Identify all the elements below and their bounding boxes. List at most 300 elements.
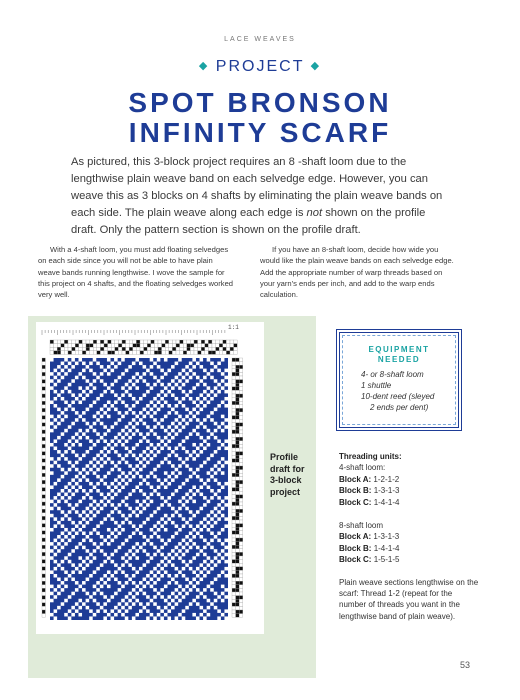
weave-cell	[111, 461, 115, 465]
treadling-cell	[236, 365, 240, 369]
weave-cell	[118, 546, 122, 550]
weave-cell	[217, 609, 221, 613]
threading-cell	[216, 351, 220, 355]
weave-cell	[75, 376, 79, 380]
threading-cell	[230, 344, 234, 348]
weave-cell	[75, 567, 79, 571]
treadling-cell	[236, 502, 240, 506]
threading-cell	[187, 347, 191, 351]
weave-cell	[68, 468, 72, 472]
threading-cell	[111, 340, 115, 344]
treadling-cell	[239, 426, 243, 430]
weave-cell	[114, 521, 118, 525]
weave-cell	[121, 358, 125, 362]
treadling-cell	[239, 383, 243, 387]
weave-cell	[171, 549, 175, 553]
weave-cell	[121, 528, 125, 532]
edge-cell	[42, 477, 45, 481]
weave-cell	[125, 539, 129, 543]
weave-cell	[114, 570, 118, 574]
weave-cell	[143, 436, 147, 440]
weave-cell	[175, 489, 179, 493]
weave-cell	[175, 524, 179, 528]
weave-cell	[50, 379, 54, 383]
weave-cell	[182, 524, 186, 528]
weave-cell	[78, 358, 82, 362]
weave-cell	[139, 411, 143, 415]
weave-cell	[207, 599, 211, 603]
treadling-cell	[236, 506, 240, 510]
weave-cell	[50, 599, 54, 603]
weave-cell	[135, 570, 139, 574]
weave-cell	[146, 503, 150, 507]
weave-cell	[210, 602, 214, 606]
threading-cell	[90, 351, 94, 355]
weave-cell	[207, 485, 211, 489]
threading-cell	[201, 340, 205, 344]
treadling-cell	[236, 513, 240, 517]
weave-cell	[128, 592, 132, 596]
weave-cell	[135, 358, 139, 362]
treadling-cell	[236, 466, 240, 470]
threading-cell	[57, 351, 61, 355]
weave-cell	[107, 535, 111, 539]
block-row	[339, 474, 479, 485]
edge-cell	[42, 488, 45, 492]
weave-cell	[75, 489, 79, 493]
threading-cell	[64, 351, 68, 355]
weave-cell	[171, 563, 175, 567]
treadling-cell	[239, 592, 243, 596]
weave-cell	[93, 507, 97, 511]
weave-cell	[207, 556, 211, 560]
weave-cell	[221, 464, 225, 468]
weave-cell	[107, 528, 111, 532]
treadling-cell	[239, 380, 243, 384]
weave-cell	[207, 478, 211, 482]
weave-cell	[96, 411, 100, 415]
weave-cell	[61, 560, 65, 564]
weave-cell	[175, 383, 179, 387]
weave-cell	[132, 454, 136, 458]
weave-cell	[189, 496, 193, 500]
weave-cell	[200, 379, 204, 383]
edge-cell	[42, 549, 45, 553]
weave-cell	[54, 376, 58, 380]
weave-cell	[78, 429, 82, 433]
weave-cell	[100, 379, 104, 383]
threading-cell	[54, 351, 58, 355]
weave-cell	[135, 372, 139, 376]
threading-cell	[90, 340, 94, 344]
weave-cell	[111, 425, 115, 429]
weave-cell	[167, 616, 171, 620]
weave-cell	[50, 585, 54, 589]
weave-cell	[185, 542, 189, 546]
threading-cell	[176, 351, 180, 355]
threading-cell	[187, 344, 191, 348]
weave-cell	[217, 531, 221, 535]
weave-cell	[150, 408, 154, 412]
weave-cell	[82, 397, 86, 401]
weave-cell	[192, 599, 196, 603]
threading-cell	[104, 347, 108, 351]
weave-cell	[54, 496, 58, 500]
weave-cell	[203, 461, 207, 465]
weave-cell	[221, 500, 225, 504]
weave-cell	[89, 404, 93, 408]
treadling-cell	[239, 408, 243, 412]
weave-cell	[111, 439, 115, 443]
weave-cell	[125, 609, 129, 613]
edge-cell	[42, 372, 45, 376]
threading-cell	[50, 344, 54, 348]
threading-cell	[115, 351, 119, 355]
weave-cell	[107, 450, 111, 454]
threading-cell	[64, 340, 68, 344]
weave-cell	[103, 553, 107, 557]
weave-cell	[182, 574, 186, 578]
weave-cell	[214, 393, 218, 397]
treadling-cell	[239, 552, 243, 556]
threading-cell	[183, 351, 187, 355]
threading-cell	[158, 340, 162, 344]
weave-cell	[214, 471, 218, 475]
weave-cell	[139, 454, 143, 458]
weave-cell	[160, 404, 164, 408]
weave-cell	[68, 404, 72, 408]
weave-cell	[203, 369, 207, 373]
weave-cell	[143, 563, 147, 567]
weave-cell	[75, 362, 79, 366]
weave-cell	[210, 496, 214, 500]
weave-cell	[178, 358, 182, 362]
weave-cell	[139, 362, 143, 366]
weave-cell	[103, 454, 107, 458]
weave-cell	[182, 418, 186, 422]
weave-cell	[100, 585, 104, 589]
threading-cell	[64, 344, 68, 348]
weave-cell	[171, 464, 175, 468]
treadling-cell	[236, 588, 240, 592]
weave-cell	[221, 415, 225, 419]
weave-cell	[57, 450, 61, 454]
weave-cell	[182, 461, 186, 465]
weave-cell	[224, 418, 228, 422]
threading-cell	[108, 344, 112, 348]
treadling-cell	[239, 365, 243, 369]
weave-cell	[132, 489, 136, 493]
weave-cell	[50, 485, 54, 489]
weave-cell	[114, 393, 118, 397]
threading-cell	[100, 351, 104, 355]
treadling-cell	[239, 455, 243, 459]
weave-cell	[54, 439, 58, 443]
threading-cell	[72, 351, 76, 355]
weave-cell	[61, 602, 65, 606]
weave-cell	[178, 549, 182, 553]
weave-cell	[210, 546, 214, 550]
weave-cell	[64, 400, 68, 404]
threading-cell	[201, 351, 205, 355]
weave-cell	[125, 447, 129, 451]
weave-cell	[68, 390, 72, 394]
weave-cell	[210, 560, 214, 564]
weave-cell	[54, 588, 58, 592]
weave-cell	[185, 563, 189, 567]
weave-cell	[196, 616, 200, 620]
weave-cell	[128, 379, 132, 383]
treadling-cell	[232, 592, 236, 596]
threading-cell	[219, 344, 223, 348]
weave-cell	[100, 450, 104, 454]
weave-cell	[224, 524, 228, 528]
weave-cell	[178, 507, 182, 511]
threading-cell	[212, 351, 216, 355]
weave-cell	[192, 400, 196, 404]
weave-cell	[128, 556, 132, 560]
weave-cell	[196, 411, 200, 415]
weave-cell	[217, 496, 221, 500]
weave-cell	[64, 556, 68, 560]
threading-cell	[93, 344, 97, 348]
weave-cell	[132, 411, 136, 415]
weave-cell	[111, 616, 115, 620]
weave-cell	[224, 517, 228, 521]
weave-cell	[217, 447, 221, 451]
weave-cell	[50, 471, 54, 475]
treadling-cell	[236, 452, 240, 456]
weave-cell	[171, 578, 175, 582]
treadling-cell	[232, 506, 236, 510]
treadling-cell	[232, 419, 236, 423]
weave-cell	[54, 553, 58, 557]
weave-cell	[82, 531, 86, 535]
threading-cell	[208, 344, 212, 348]
treadling-cell	[239, 588, 243, 592]
treadling-cell	[236, 387, 240, 391]
weave-cell	[164, 436, 168, 440]
weave-cell	[75, 524, 79, 528]
treadling-cell	[232, 376, 236, 380]
weave-cell	[64, 578, 68, 582]
weave-cell	[153, 475, 157, 479]
threading-cell	[208, 347, 212, 351]
weave-cell	[157, 606, 161, 610]
weave-cell	[153, 362, 157, 366]
weave-cell	[135, 514, 139, 518]
weave-cell	[221, 457, 225, 461]
weave-cell	[111, 539, 115, 543]
weave-cell	[100, 393, 104, 397]
weave-cell	[64, 570, 68, 574]
weave-cell	[103, 404, 107, 408]
weave-cell	[121, 478, 125, 482]
treadling-cell	[236, 380, 240, 384]
threading-cell	[212, 340, 216, 344]
weave-cell	[96, 397, 100, 401]
weave-cell	[121, 585, 125, 589]
treadling-cell	[236, 455, 240, 459]
weave-cell	[121, 443, 125, 447]
weave-cell	[61, 531, 65, 535]
weave-cell	[157, 493, 161, 497]
treadling-cell	[239, 502, 243, 506]
weave-cell	[50, 464, 54, 468]
weave-cell	[178, 464, 182, 468]
weave-cell	[114, 592, 118, 596]
threading-cell	[226, 351, 230, 355]
weave-cell	[93, 500, 97, 504]
threading-cell	[208, 351, 212, 355]
block-label: Block B:	[339, 543, 372, 553]
weave-cell	[143, 500, 147, 504]
weave-cell	[185, 408, 189, 412]
weave-cell	[107, 471, 111, 475]
threading-cell	[172, 351, 176, 355]
weave-cell	[164, 585, 168, 589]
threading-cell	[216, 344, 220, 348]
weave-cell	[128, 393, 132, 397]
threading-cell	[169, 340, 173, 344]
weave-cell	[86, 578, 90, 582]
weave-cell	[192, 450, 196, 454]
diamond-icon: ◆	[310, 60, 322, 72]
treadling-cell	[232, 498, 236, 502]
weave-cell	[57, 457, 61, 461]
weave-cell	[192, 578, 196, 582]
threading-cell	[194, 347, 198, 351]
weave-cell	[107, 570, 111, 574]
weave-cell	[178, 485, 182, 489]
treadling-cell	[232, 549, 236, 553]
weave-cell	[214, 563, 218, 567]
weave-cell	[50, 429, 54, 433]
treadling-cell	[232, 365, 236, 369]
threading-cell	[187, 340, 191, 344]
weave-cell	[54, 574, 58, 578]
weave-cell	[189, 539, 193, 543]
weave-cell	[93, 485, 97, 489]
weave-cell	[164, 372, 168, 376]
weave-cell	[86, 471, 90, 475]
weave-cell	[192, 528, 196, 532]
weave-cell	[54, 539, 58, 543]
weave-cell	[82, 602, 86, 606]
block-label: Block C:	[339, 497, 372, 507]
weave-cell	[89, 383, 93, 387]
treadling-cell	[232, 495, 236, 499]
weave-cell	[164, 386, 168, 390]
weave-cell	[139, 567, 143, 571]
weave-cell	[125, 404, 129, 408]
weave-cell	[82, 376, 86, 380]
weave-cell	[153, 588, 157, 592]
weave-cell	[93, 514, 97, 518]
weave-cell	[185, 393, 189, 397]
weave-cell	[214, 578, 218, 582]
treadling-cell	[232, 531, 236, 535]
threading-cell	[226, 347, 230, 351]
weave-cell	[210, 517, 214, 521]
threading-cell	[140, 347, 144, 351]
weave-cell	[157, 521, 161, 525]
weave-cell	[125, 517, 129, 521]
weave-cell	[100, 563, 104, 567]
weave-cell	[135, 415, 139, 419]
weave-cell	[178, 379, 182, 383]
edge-cell	[42, 448, 45, 452]
weave-cell	[182, 376, 186, 380]
edge-cell	[42, 570, 45, 574]
weave-cell	[203, 404, 207, 408]
treadling-cell	[239, 419, 243, 423]
weave-cell	[164, 415, 168, 419]
weave-cell	[132, 447, 136, 451]
weave-cell	[167, 574, 171, 578]
weave-cell	[185, 478, 189, 482]
treadling-cell	[239, 387, 243, 391]
treadling-cell	[239, 531, 243, 535]
threading-cell	[90, 344, 94, 348]
weave-cell	[71, 613, 75, 617]
weave-cell	[121, 514, 125, 518]
weave-cell	[68, 496, 72, 500]
weave-cell	[153, 567, 157, 571]
weave-cell	[118, 454, 122, 458]
weave-cell	[178, 556, 182, 560]
weave-cell	[64, 372, 68, 376]
threading-cell	[82, 344, 86, 348]
edge-cell	[42, 412, 45, 416]
weave-cell	[182, 588, 186, 592]
weave-cell	[146, 454, 150, 458]
weave-cell	[196, 588, 200, 592]
treadling-cell	[232, 509, 236, 513]
weave-cell	[68, 383, 72, 387]
weave-cell	[175, 616, 179, 620]
weave-cell	[192, 514, 196, 518]
weave-cell	[75, 602, 79, 606]
weave-cell	[111, 383, 115, 387]
weave-cell	[189, 489, 193, 493]
weave-cell	[185, 500, 189, 504]
weave-cell	[171, 393, 175, 397]
weave-cell	[107, 358, 111, 362]
weave-cell	[75, 588, 79, 592]
weave-cell	[71, 606, 75, 610]
weave-cell	[50, 507, 54, 511]
threading-cell	[230, 347, 234, 351]
weave-cell	[71, 549, 75, 553]
weave-cell	[82, 588, 86, 592]
weave-cell	[118, 602, 122, 606]
weave-cell	[167, 425, 171, 429]
weave-cell	[132, 362, 136, 366]
treadling-cell	[232, 578, 236, 582]
weave-cell	[125, 482, 129, 486]
edge-cell	[42, 376, 45, 380]
weave-cell	[214, 599, 218, 603]
equipment-title-line1: EQUIPMENT	[368, 345, 430, 354]
treadling-cell	[239, 441, 243, 445]
threading-cell	[183, 340, 187, 344]
weave-cell	[146, 560, 150, 564]
weave-cell	[78, 457, 82, 461]
treadling-cell	[239, 491, 243, 495]
weave-cell	[75, 503, 79, 507]
treadling-cell	[236, 567, 240, 571]
